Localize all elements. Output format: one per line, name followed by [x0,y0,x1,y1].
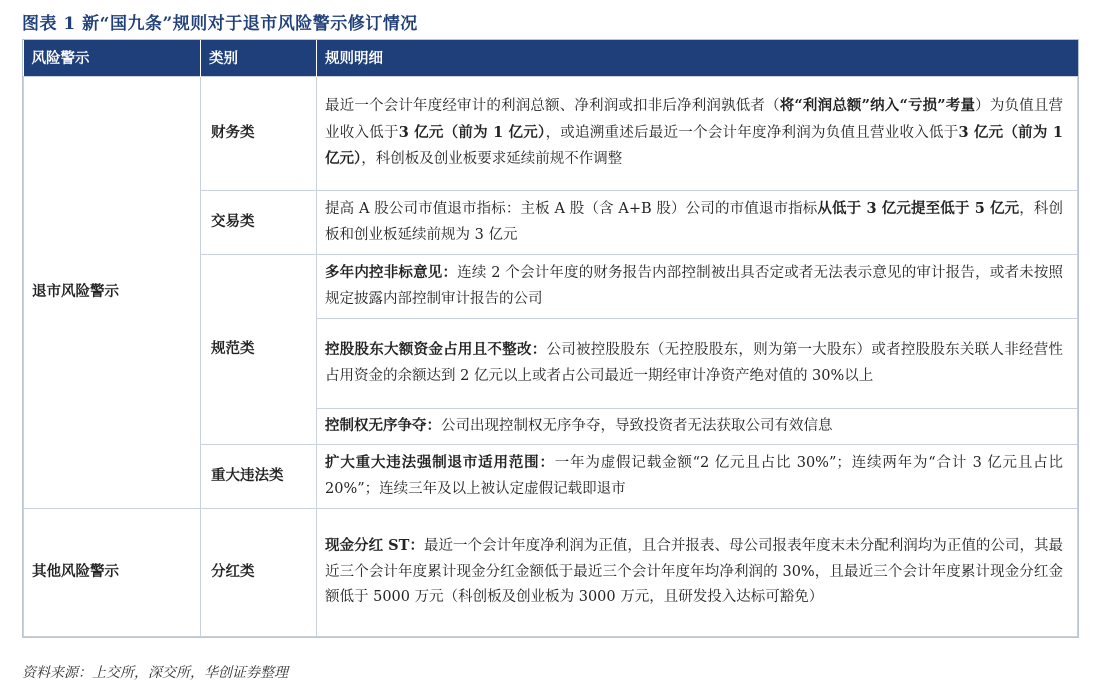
detail-major-illegal: 扩大重大违法强制退市适用范围：一年为虚假记载金额“2 亿元且占比 30%”；连续两年为“合计 3 亿元且占比 20%”；连续三年及以上被认定虚假记载即退市 [317,444,1078,508]
rules-table-container [22,39,1079,638]
type-normative: 规范类 [201,254,317,444]
group-delisting-risk: 退市风险警示 [24,76,201,508]
type-financial: 财务类 [201,76,317,190]
type-dividend: 分红类 [201,508,317,636]
source-note: 资料来源：上交所，深交所，华创证券整理 [22,665,288,681]
detail-financial: 最近一个会计年度经审计的利润总额、净利润或扣非后净利润孰低者（将“利润总额”纳入“亏损”考量）为负值且营业收入低于3 亿元（前为 1 亿元），或追溯重述后最近一个会计年度净利润为负值且营业收入低于3 亿元（前为 1 亿元），科创板及创业板要求延续前规不作调整 [317,76,1078,190]
detail-trading: 提高 A 股公司市值退市指标：主板 A 股（含 A+B 股）公司的市值退市指标从低于 3 亿元提至低于 5 亿元，科创板和创业板延续前规为 3 亿元 [317,190,1078,254]
table-row [24,76,1078,190]
figure-title: 图表 1 新“国九条”规则对于退市风险警示修订情况 [22,14,418,34]
detail-control-dispute: 控制权无序争夺：公司出现控制权无序争夺，导致投资者无法获取公司有效信息 [317,408,1078,444]
table-row [24,508,1078,636]
header-category: 类别 [201,40,317,76]
group-other-risk: 其他风险警示 [24,508,201,636]
detail-fund-occupation: 控股股东大额资金占用且不整改：公司被控股股东（无控股股东，则为第一大股东）或者控股股东关联人非经营性占用资金的余额达到 2 亿元以上或者占公司最近一期经审计净资产绝对值的 30%以上 [317,318,1078,408]
type-major-illegal: 重大违法类 [201,444,317,508]
detail-internal-control: 多年内控非标意见：连续 2 个会计年度的财务报告内部控制被出具否定或者无法表示意见的审计报告，或者未按照规定披露内部控制审计报告的公司 [317,254,1078,318]
header-risk-warning: 风险警示 [24,40,201,76]
detail-dividend: 现金分红 ST：最近一个会计年度净利润为正值，且合并报表、母公司报表年度末未分配利润均为正值的公司，其最近三个会计年度累计现金分红金额低于最近三个会计年度年均净利润的 30%，且最近三个会计年度累计现金分红金额低于 5000 万元（科创板及创业板为 3000 万元，且研发投入达标可豁免） [317,508,1078,636]
table-header-row [24,40,1078,76]
header-rule-details: 规则明细 [317,40,1078,76]
type-trading: 交易类 [201,190,317,254]
rules-table [23,40,1078,637]
